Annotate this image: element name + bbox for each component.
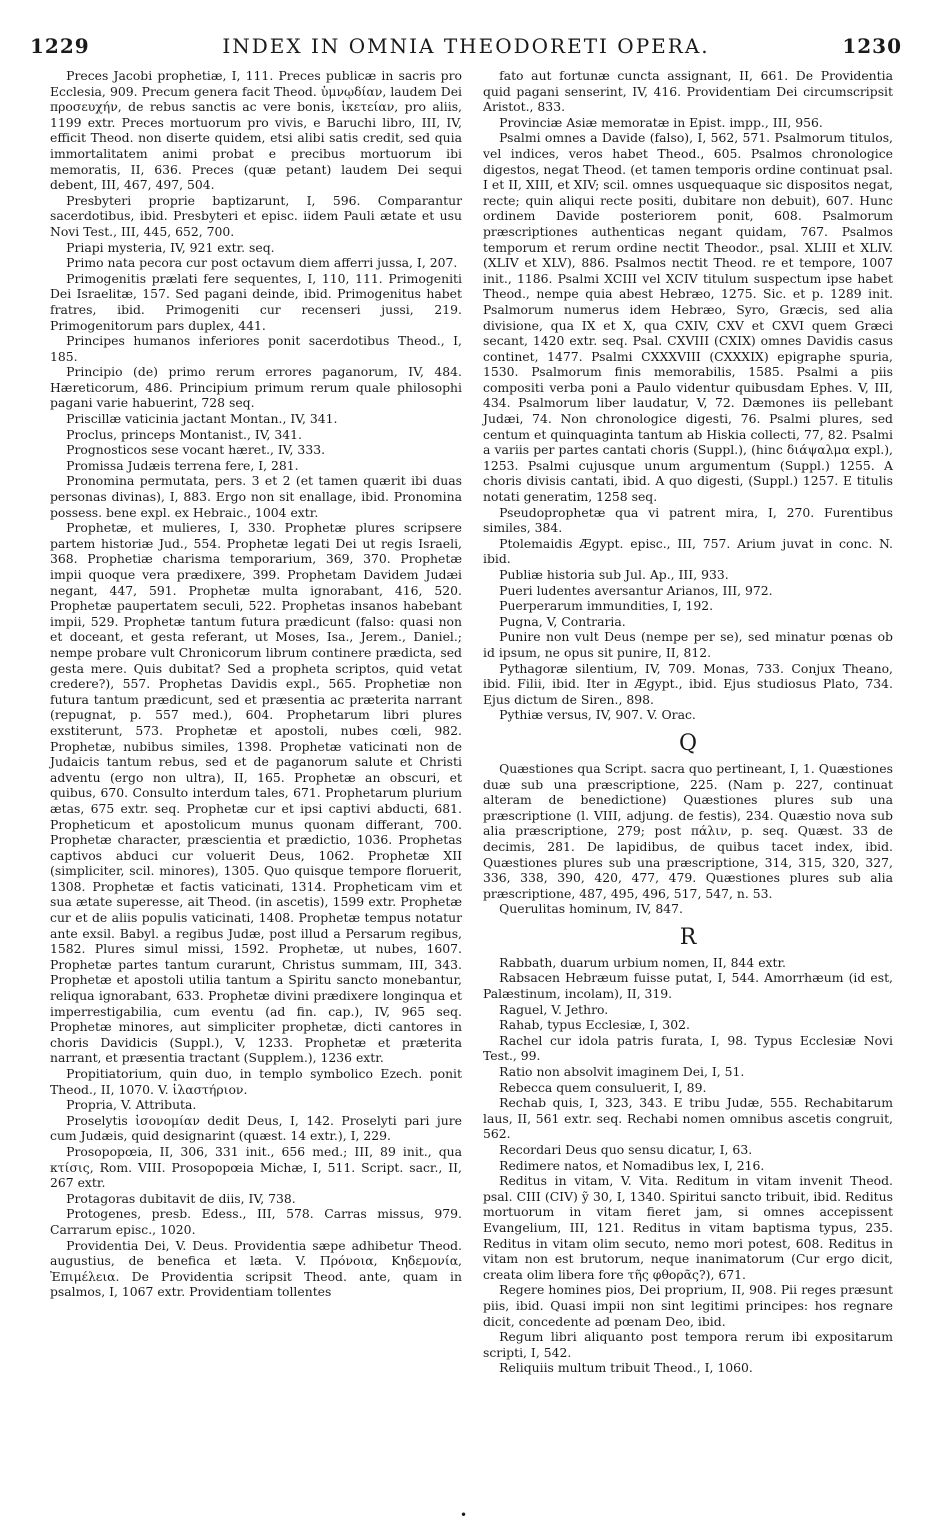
index-entry: Punire non vult Deus (nempe per se), sed minatur pœnas ob id ipsum, ne opus sit punire, II, 812. [483,629,893,660]
section-q [483,761,893,917]
section-letter-r: R [679,924,697,950]
index-entry: fato aut fortunæ cuncta assignant, II, 661. De Providentia quid pagani senserint, IV, 416. Providentiam Dei circumscripsit Aristot., 833. [483,68,893,115]
index-entry: Principio (de) primo rerum errores paganorum, IV, 484. Hæreticorum, 486. Principium primum rerum quale philosophi pagani varie habuerint, 728 seq. [50,364,462,411]
page-number-right: 1230 [842,34,902,58]
index-entry: Rebecca quem consuluerit, I, 89. [499,1079,707,1095]
index-entry: Redimere natos, et Nomadibus lex, I, 216. [499,1157,765,1173]
index-entry: Pythagoræ silentium, IV, 709. Monas, 733. Conjux Theano, ibid. Filii, ibid. Iter in Ægypt., ibid. Ejus studiosus Plato, 734. Ejus dictum de Siren., 898. [483,660,893,707]
index-entry: Pronomina permutata, pers. 3 et 2 (et tamen quærit ibi duas personas divinas), I, 883. Ergo non sit enallage, ibid. Pronomina possess. bene expl. ex Hebraic., 1004 extr. [50,473,462,520]
running-title: INDEX IN OMNIA THEODORETI OPERA. [222,34,710,58]
index-entry: Ratio non absolvit imaginem Dei, I, 51. [499,1064,745,1080]
index-entry: Pueri ludentes aversantur Arianos, III, 972. [499,582,773,598]
index-entry: Rabsacen Hebræum fuisse putat, I, 544. Amorrhæum (id est, Palæstinum, incolam), II, 319. [483,970,893,1002]
index-entry: Rechab quis, I, 323, 343. E tribu Judæ, 555. Rechabitarum laus, II, 561 extr. seq. Rechabi nomen omnibus ascetis congruit, 562. [483,1095,893,1142]
right-column [483,68,893,1376]
index-entry: Propria, V. Attributa. [66,1097,197,1113]
index-entry: Rahab, typus Ecclesiæ, I, 302. [499,1017,690,1033]
index-entry: Reditus in vitam, V. Vita. Reditum in vitam invenit Theod. psal. CIII (CIV) ỹ 30, I, 1340. Spiritui sancto tribuit, ibid. Reditus mortuorum in vitam fieret jam, si omnes accepissent Evangelium, III, 121. Reditus in vitam baptisma typus, 235. Reditus in vitam olim secuto, nemo mori potest, 608. Reditus in vitam non est brutorum, neque inanimatorum (Cur ergo dicit, creata olim libera fore τῆς φθορᾶς?), 671. [483,1173,893,1282]
index-entry: Protagoras dubitavit de diis, IV, 738. [66,1190,296,1206]
index-entry: Preces Jacobi prophetiæ, I, 111. Preces publicæ in sacris pro Ecclesia, 909. Precum genera facit Theod. ὑμνῳδίαν, laudem Dei προσευχήν, de rebus sanctis ac vere bonis, ἱκετείαν, pro aliis, 1199 extr. Preces mortuorum pro vivis, e Baruchi libro, III, IV, efficit Theod. non diserte quidem, etsi alibi satis credit, sed quia immortalitatem animi probat e precibus mortuorum ibi memoratis, II, 636. Preces (quæ petant) laudem Dei sequi debent, III, 467, 497, 504. [50,68,462,193]
index-entry: Rachel cur idola patris furata, I, 98. Typus Ecclesiæ Novi Test., 99. [483,1032,893,1064]
index-entry: Recordari Deus quo sensu dicatur, I, 63. [499,1142,753,1157]
index-entry: Rabbath, duarum urbium nomen, II, 844 extr. [499,954,786,970]
index-entry: Regum libri aliquanto post tempora rerum ibi expositarum scripti, I, 542. [483,1329,893,1360]
index-entry: Ptolemaidis Ægypt. episc., III, 757. Arium juvat in conc. N. ibid. [483,535,893,567]
index-entry: Pythiæ versus, IV, 907. V. Orac. [499,707,696,723]
index-entry: Prophetæ, et mulieres, I, 330. Prophetæ plures scripsere partem historiæ Jud., 554. Prophetæ legati Dei ut regis Israeli, 368. Prophetiæ charisma temporarium, 369, 370. Prophetæ impii quoque vera prædixere, 399. Prophetam Davidem Judæi negant, 447, 591. Prophetæ multa ignorabant, 416, 520. Prophetæ paupertatem seculi, 522. Prophetas insanos habebant impii, 529. Prophetæ tantum futura prædicunt (falso: quasi non et doceant, et gesta referant, ut Moses, Isa., Jerem., Daniel.; nempe probare vult Chronicorum librum continere prædicta, sed gesta mere. Quis dubitat? Sed a propheta scriptos, quid vetat credere?), 557. Prophetas Davidis expl., 565. Prophetiæ non futura tantum prædicunt, sed et præsentia ac præterita narrant (repugnat, p. 557 med.), 604. Prophetarum libri plures exstiterunt, 573. Prophetæ et apostoli, nubes cœli, 982. Prophetæ, nubibus similes, 1398. Prophetæ vaticinati non de Judaicis tantum rebus, sed et de paganorum salute et Christi adventu (ergo non ultra), II, 165. Prophetæ an obscuri, et quibus, 670. Consulto interdum tales, 671. Prophetarum plurium ætas, 675 extr. seq. Prophetæ cur et ipsi captivi abducti, 681. Propheticum et apostolicum munus quonam differant, 700. Prophetæ character, præscientia et prædictio, 1036. Prophetas captivos abduci cur voluerit Deus, 1062. Prophetæ XII (simpliciter, scil. minores), 1305. Quo quisque tempore floruerit, 1308. Prophetæ et factis vaticinati, 1314. Propheticam vim et sua ætate superesse, ait Theod. (in ascetis), 1599 extr. Prophetæ cur et de aliis populis vaticinati, 1408. Prophetæ tempus notatur ante exsil. Babyl. a regibus Judæ, post illud a Persarum regibus, 1582. Plures simul missi, 1592. Prophetæ, ut nubes, 1607. Prophetæ partes tantum curarunt, Christus summam, III, 343. Prophetæ et apostoli utilia tantum a Spiritu sancto monebantur, reliqua ignorabant, 633. Prophetæ divini prædixere longinqua et imperrestigabilia, cum eventu (ad fin. cap.), IV, 965 seq. Prophetæ minores, aut simpliciter prophetæ, dicti cantores in choris Davidicis (Suppl.), V, 1233. Prophetæ et præterita narrant, et præsentia tractant (Supplem.), 1236 extr. [50,520,462,1066]
index-entry: Quæstiones qua Script. sacra quo pertineant, I, 1. Quæstiones duæ sub una præscriptione, 225. (Nam p. 227, continuat alteram de benedictione) Quæstiones plures sub una præscriptione (l. VIII, adjung. de festis), 234. Quæstio nova sub alia præscriptione, 279; post πάλιν, p. seq. Quæst. 33 de decimis, 281. De lapidibus, de quibus tacet index, ibid. Quæstiones plures sub una præscriptione, 314, 315, 320, 327, 336, 338, 390, 420, 477, 479. Quæstiones plures sub alia præscriptione, 487, 495, 496, 517, 547, n. 53. [483,760,893,901]
index-entry: Querulitas hominum, IV, 847. [499,901,683,917]
index-entry: Publiæ historia sub Jul. Ap., III, 933. [499,567,729,582]
index-entry: Principes humanos inferiores ponit sacerdotibus Theod., I, 185. [50,333,462,364]
page-header [30,30,902,60]
index-entry: Primogenitis prælati fere sequentes, I, 110, 111. Primogeniti Dei Israelitæ, 157. Sed pagani deinde, ibid. Primogenitus habet fratres, ibid. Primogeniti cur recenseri jussi, 219. Primogenitorum pars duplex, 441. [50,270,462,333]
index-entry: Regere homines pios, Dei proprium, II, 908. Pii reges præsunt piis, ibid. Quasi impii non sint legitimi principes: hos regnare dicit, concedente ad pœnam Deo, ibid. [483,1282,893,1329]
left-column [50,68,462,1300]
index-entry: Pseudoprophetæ qua vi patrent mira, I, 270. Furentibus similes, 384. [483,504,893,536]
index-entry: Reliquiis multum tribuit Theod., I, 1060. [499,1360,753,1376]
index-entry: Primo nata pecora cur post octavum diem afferri jussa, I, 207. [66,255,458,271]
index-entry: Puerperarum immundities, I, 192. [499,598,714,614]
index-entry: Raguel, V. Jethro. [499,1001,609,1017]
section-letter-q: Q [678,730,698,756]
index-entry: Psalmi omnes a Davide (falso), I, 562, 571. Psalmorum titulos, vel indices, veros habet Theod., 605. Psalmos chronologice digestos, negat Theod. (et tamen temporis ordine continuat psal. I et II, XIII, et XIV; scil. omnes usquequaque sic dispositos negat, recte; quin aliqui recte positi, dubitare non debuit), 607. Hunc ordinem Davide posteriorem ponit, 608. Psalmorum præscriptiones authenticas negant quidam, 767. Psalmos temporum et rerum ordine nectit Theodor., psal. XLIII et XLIV. (XLIV et XLV), 886. Psalmos nectit Theod. re et tempore, 1007 init., 1186. Psalmi XCIII vel XCIV titulum suspectum ipse habet Theod., nempe quia abest Hebræo, 1275. Sic. et p. 1289 init. Psalmorum numerus idem Hebræo, Syro, Græcis, sed alia divisione, qua IX et X, qua CXIV, CXV et CXVI quem Græci secant, 1420 extr. seq. Psal. CXVIII (CXIX) omnes Davidis casus continet, 1477. Psalmi CXXXVIII (CXXXIX) epigraphe spuria, 1530. Psalmorum finis memorabilis, 1585. Psalmi a piis compositi verba poni a Paulo videntur quibusdam Ephes. V, III, 434. Psalmorum liber laudatur, V, 72. Dæmones iis pellebant Judæi, 74. Non chronologice digesti, 76. Psalmi plures, sed centum et quinquaginta tantum ab Hiskia collecti, 77, 82. Psalmi a variis per partes cantati choris (Suppl.), (hinc διάψαλμα expl.), 1253. Psalmi cujusque unum argumentum (Suppl.) 1255. A choris divisis cantati, ibid. A quo digesti, (Suppl.) 1257. E titulis notati generatim, 1258 seq. [483,130,893,505]
index-entry: Proselytis ἰσονομίαν dedit Deus, I, 142. Proselyti pari jure cum Judæis, quid designarint (quæst. 14 extr.), I, 229. [50,1112,462,1144]
index-entry: Presbyteri proprie baptizarunt, I, 596. Comparantur sacerdotibus, ibid. Presbyteri et episc. iidem Pauli ætate et usu Novi Test., III, 445, 652, 700. [50,192,462,239]
index-entry: Protogenes, presb. Edess., III, 578. Carras missus, 979. Carrarum episc., 1020. [50,1206,462,1237]
index-entry: Provinciæ Asiæ memoratæ in Epist. impp., III, 956. [499,114,823,130]
section-p-continued [483,68,893,723]
index-entry: Providentia Dei, V. Deus. Providentia sæpe adhibetur Theod. augustius, de benefica et læta. V. Πρόνοια, Κηδεμονία, Ἐπιμέλεια. De Providentia scripsit Theod. ante, quam in psalmos, I, 1067 extr. Providentiam tollentes [50,1237,462,1300]
section-r [483,955,893,1376]
index-entry: Prognosticos sese vocant hæret., IV, 333. [66,442,326,458]
footer-mark: • [460,1508,468,1522]
page-number-left: 1229 [30,34,90,58]
index-entry: Prosopopœia, II, 306, 331 init., 656 med.; III, 89 init., qua κτίσις, Rom. VIII. Prosopopœia Michæ, I, 511. Script. sacr., II, 267 extr. [50,1143,462,1191]
index-entry: Pugna, V, Contraria. [499,613,626,629]
index-entry: Priscillæ vaticinia jactant Montan., IV, 341. [66,411,338,427]
index-entry: Proclus, princeps Montanist., IV, 341. [66,426,302,442]
index-entry: Propitiatorium, quin duo, in templo symbolico Ezech. ponit Theod., II, 1070. V. ἱλαστήριον. [50,1066,462,1097]
index-entry: Promissa Judæis terrena fere, I, 281. [66,457,299,473]
index-entry: Priapi mysteria, IV, 921 extr. seq. [66,239,275,255]
